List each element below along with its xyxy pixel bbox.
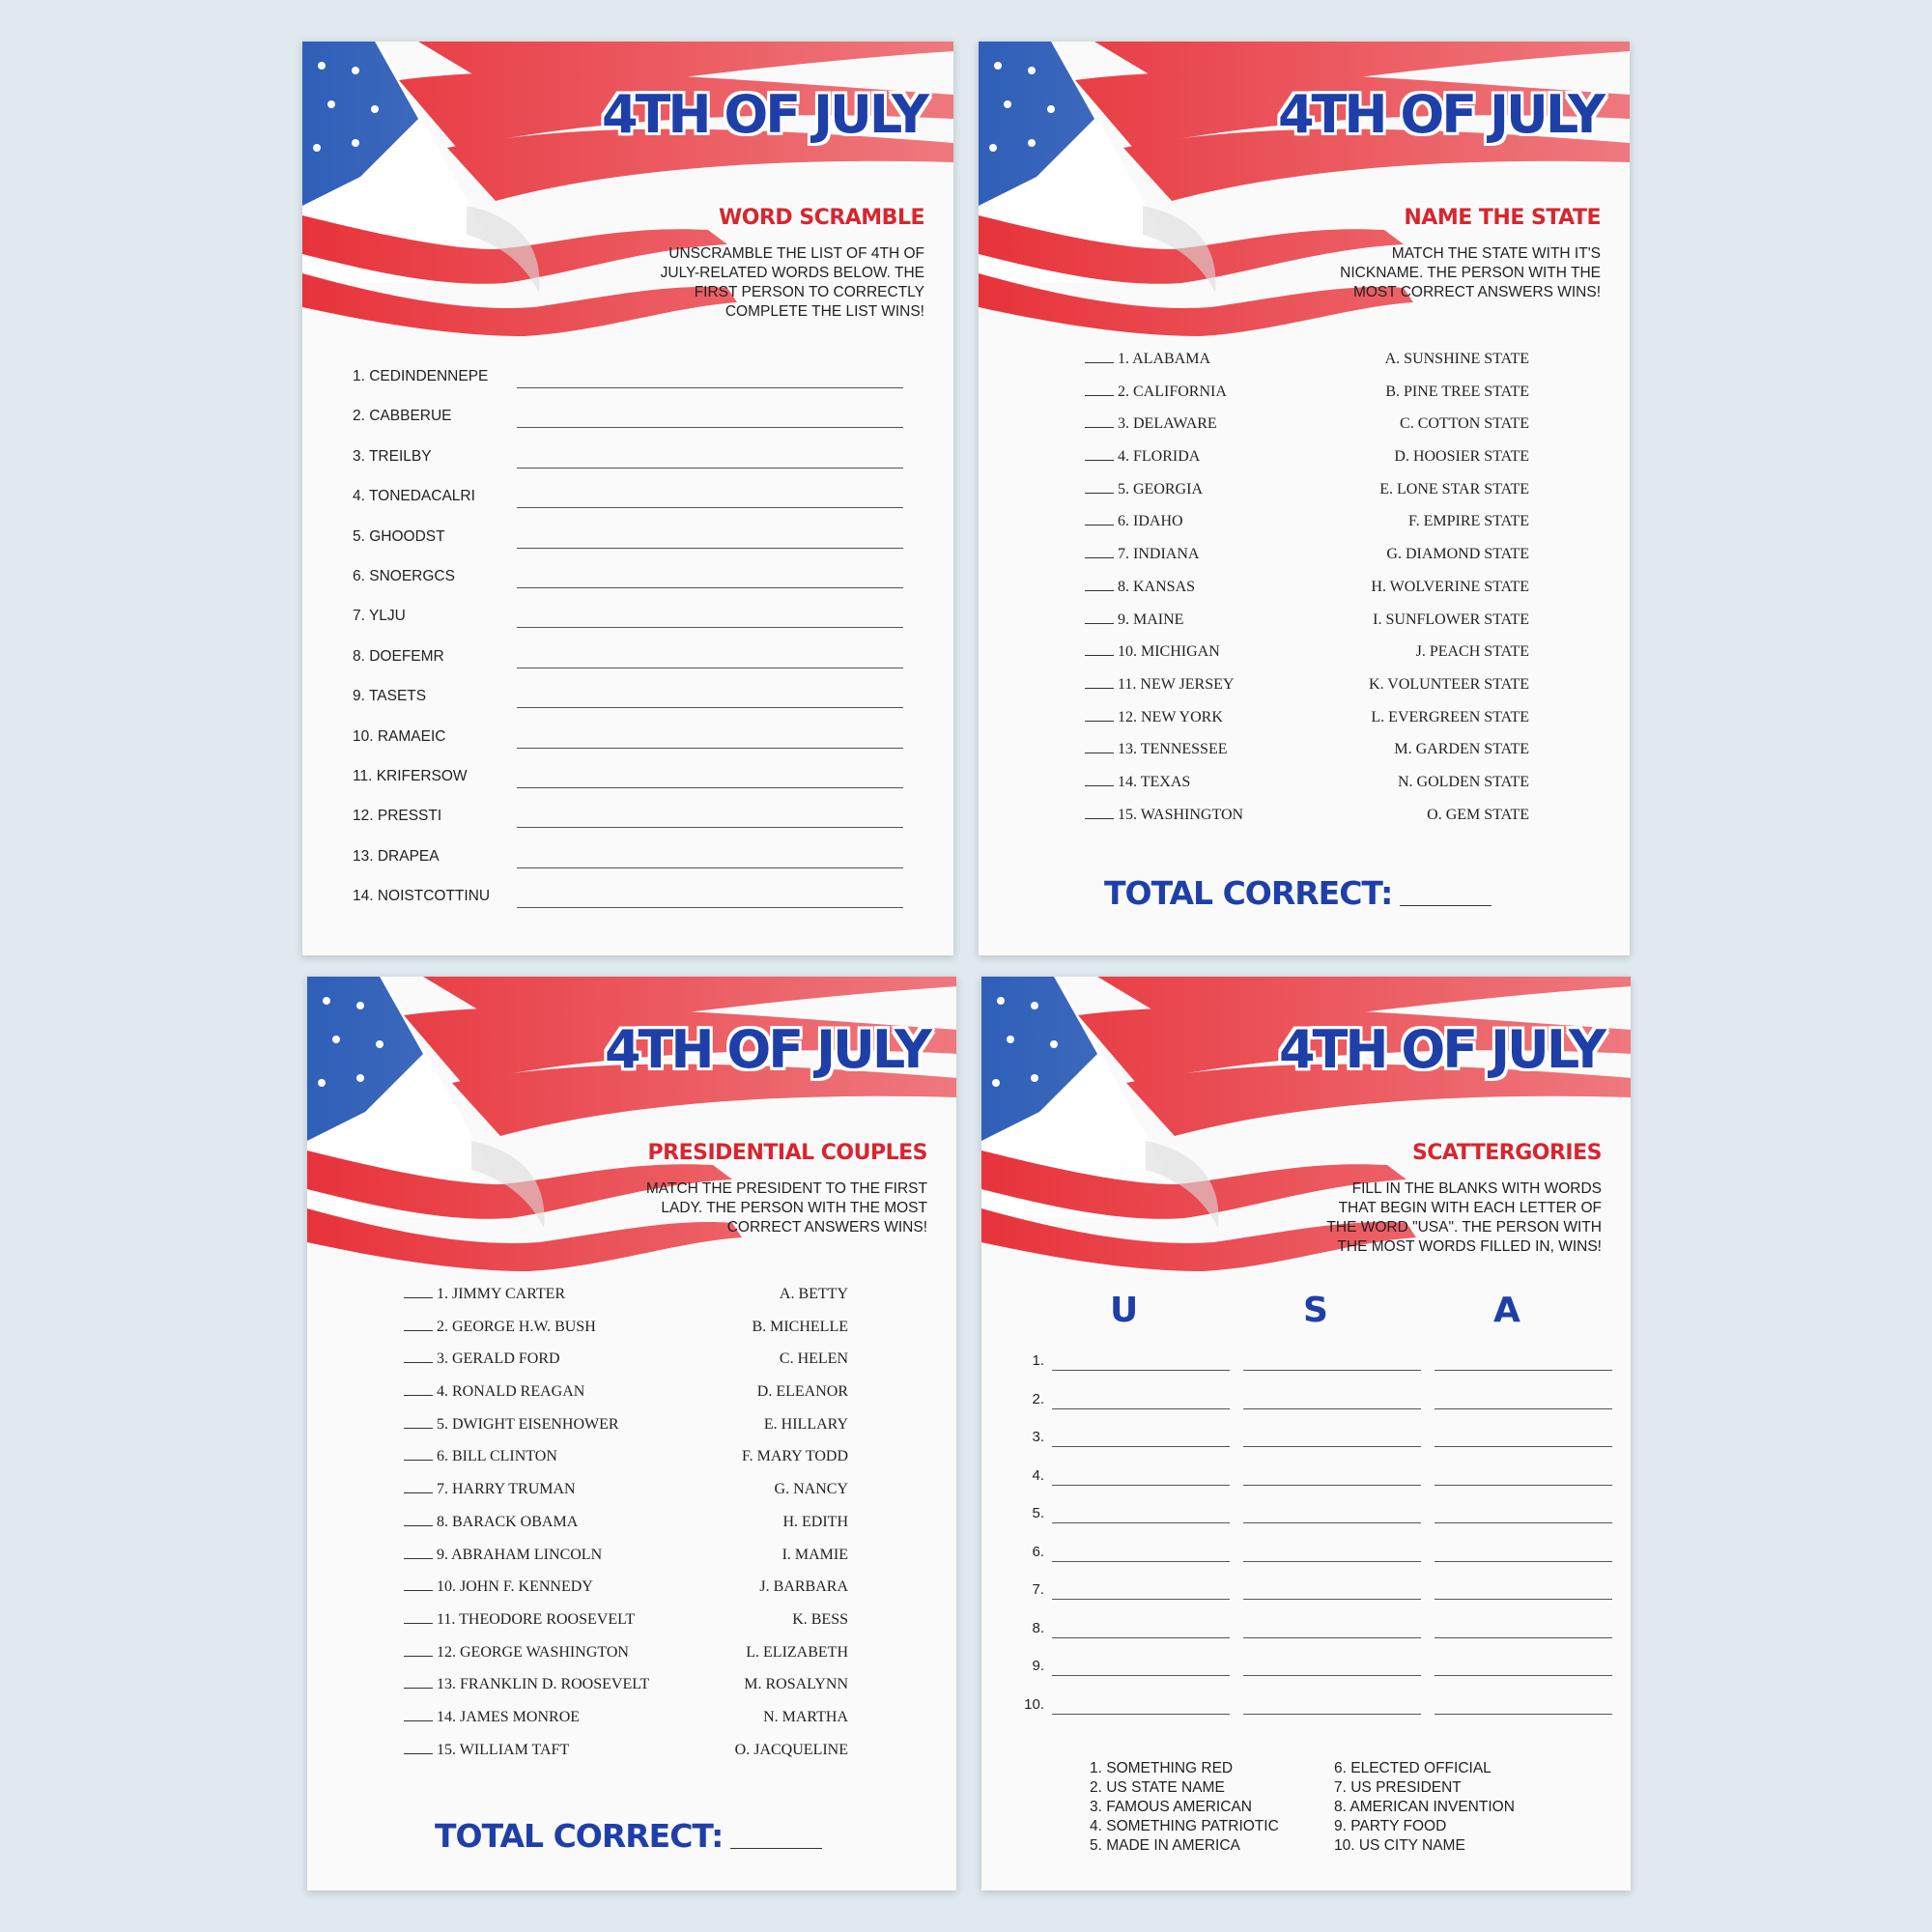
match-left: [404, 1709, 580, 1726]
match-option: B. MICHELLE: [752, 1318, 848, 1335]
scramble-row: [353, 484, 903, 524]
answer-blank[interactable]: [1085, 623, 1114, 624]
match-row: [404, 1448, 848, 1481]
answer-blank[interactable]: [1085, 362, 1114, 363]
match-row: [404, 1611, 848, 1644]
match-option: D. HOOSIER STATE: [1394, 448, 1529, 466]
row-number: 10.: [1024, 1695, 1044, 1713]
usa-grid: [1015, 1349, 1614, 1730]
category-item: 10. US CITY NAME: [1334, 1837, 1465, 1854]
scrambled-word: 6. SNOERGCS: [353, 567, 455, 584]
answer-blank[interactable]: [1085, 818, 1114, 819]
scramble-row: [353, 404, 903, 443]
usa-row: [1015, 1654, 1614, 1692]
row-number: 7.: [1032, 1581, 1044, 1598]
answer-line-u[interactable]: [1052, 1370, 1230, 1371]
match-left: [1085, 774, 1190, 791]
match-left: [404, 1644, 629, 1662]
match-option: L. ELIZABETH: [746, 1643, 848, 1661]
answer-line-a[interactable]: [1435, 1637, 1612, 1638]
match-left: [404, 1481, 576, 1498]
answer-blank[interactable]: [404, 1525, 433, 1526]
match-left-text: 15. WILLIAM TAFT: [437, 1741, 570, 1758]
match-left-text: 14. TEXAS: [1118, 773, 1191, 790]
scrambled-word: 8. DOEFEMR: [353, 647, 444, 665]
match-row: [1085, 611, 1529, 644]
scrambled-word: 13. DRAPEA: [353, 847, 440, 865]
match-row: [404, 1319, 848, 1351]
match-left: [404, 1319, 596, 1336]
scramble-row: [353, 764, 903, 804]
match-option: A. SUNSHINE STATE: [1384, 351, 1529, 367]
match-list: [1085, 351, 1529, 838]
answer-blank[interactable]: [1085, 427, 1114, 428]
row-number: 9.: [1032, 1658, 1044, 1674]
answer-blank[interactable]: [404, 1656, 433, 1657]
row-number: 1.: [1032, 1352, 1044, 1369]
match-row: [404, 1481, 848, 1514]
match-row: [404, 1676, 848, 1709]
answer-blank[interactable]: [404, 1623, 433, 1624]
match-row: [1085, 643, 1529, 676]
category-item: 5. MADE IN AMERICA: [1090, 1837, 1240, 1854]
answer-line-a[interactable]: [1435, 1446, 1612, 1447]
category-item: 2. US STATE NAME: [1090, 1779, 1225, 1796]
answer-blank[interactable]: [1085, 590, 1114, 591]
match-left-text: 5. DWIGHT EISENHOWER: [437, 1415, 619, 1433]
match-left: [404, 1676, 649, 1693]
answer-line-u[interactable]: [1052, 1637, 1230, 1638]
total-correct-label: TOTAL CORRECT:: [1104, 874, 1393, 912]
match-option: F. MARY TODD: [741, 1448, 848, 1465]
match-left: [1085, 807, 1243, 824]
match-left-text: 9. ABRAHAM LINCOLN: [437, 1546, 603, 1563]
answer-line[interactable]: [517, 867, 903, 868]
match-row: [1085, 481, 1529, 514]
match-row: [1085, 415, 1529, 448]
match-left: [1085, 741, 1227, 758]
answer-line[interactable]: [517, 468, 903, 469]
match-left: [404, 1416, 619, 1434]
instructions: FILL IN THE BLANKS WITH WORDS THAT BEGIN WITH EACH LETTER OF THE WORD "USA". THE PERSON WITH THE MOST WORDS FILLED IN, WINS!: [1326, 1180, 1602, 1255]
match-option: L. EVERGREEN STATE: [1371, 708, 1529, 725]
answer-line-a[interactable]: [1435, 1714, 1612, 1715]
match-option: F. EMPIRE STATE: [1407, 513, 1529, 530]
row-number: 4.: [1032, 1466, 1044, 1484]
answer-line-u[interactable]: [1052, 1599, 1230, 1600]
answer-line[interactable]: [517, 627, 903, 628]
answer-line-s[interactable]: [1243, 1599, 1421, 1600]
match-left: [1085, 709, 1223, 726]
scramble-row: [353, 684, 903, 724]
instructions: UNSCRAMBLE THE LIST OF 4TH OF JULY-RELATED WORDS BELOW. THE FIRST PERSON TO CORRECTLY COMPLETE THE LIST WINS!: [660, 245, 924, 320]
banner-title: 4TH OF JULY: [1278, 1019, 1604, 1080]
answer-blank[interactable]: [404, 1720, 433, 1721]
answer-line[interactable]: [517, 387, 903, 388]
scramble-row: [353, 444, 903, 484]
match-option: J. BARBARA: [759, 1578, 848, 1596]
answer-line-a[interactable]: [1435, 1599, 1612, 1600]
answer-line-a[interactable]: [1435, 1675, 1612, 1676]
answer-blank[interactable]: [1085, 557, 1114, 558]
match-left-text: 11. THEODORE ROOSEVELT: [437, 1610, 636, 1628]
match-left-text: 10. MICHIGAN: [1118, 643, 1220, 661]
category-item: 9. PARTY FOOD: [1334, 1818, 1447, 1834]
answer-line-s[interactable]: [1243, 1714, 1421, 1715]
match-row: [1085, 807, 1529, 839]
name-the-state-card: [979, 42, 1630, 955]
category-item: 3. FAMOUS AMERICAN: [1090, 1799, 1252, 1815]
match-left-text: 11. NEW JERSEY: [1118, 675, 1235, 693]
match-left-text: 2. GEORGE H.W. BUSH: [437, 1318, 596, 1335]
answer-line[interactable]: [517, 907, 903, 908]
answer-blank[interactable]: [404, 1753, 433, 1754]
match-left: [1085, 643, 1220, 661]
answer-line-s[interactable]: [1243, 1637, 1421, 1638]
match-option: G. NANCY: [774, 1481, 848, 1498]
answer-line-s[interactable]: [1243, 1370, 1421, 1371]
banner-title: 4TH OF JULY: [1277, 84, 1603, 145]
scramble-row: [353, 724, 903, 764]
row-number: 6.: [1032, 1543, 1044, 1560]
match-option: M. ROSALYNN: [744, 1676, 848, 1693]
answer-blank[interactable]: [1085, 460, 1114, 461]
match-left-text: 8. BARACK OBAMA: [437, 1513, 579, 1530]
match-left: [1085, 384, 1227, 401]
match-option: G. DIAMOND STATE: [1386, 546, 1529, 563]
scramble-row: [353, 884, 903, 923]
match-option: O. GEM STATE: [1427, 806, 1529, 823]
answer-line-a[interactable]: [1435, 1522, 1612, 1523]
usa-row: [1015, 1425, 1614, 1463]
match-row: [404, 1644, 848, 1677]
match-row: [404, 1514, 848, 1547]
answer-line-s[interactable]: [1243, 1561, 1421, 1562]
game-title: PRESIDENTIAL COUPLES: [647, 1141, 927, 1165]
answer-line-s[interactable]: [1243, 1446, 1421, 1447]
match-left-text: 15. WASHINGTON: [1118, 806, 1244, 823]
match-option: C. COTTON STATE: [1400, 415, 1529, 433]
match-left: [404, 1742, 569, 1759]
scrambled-word: 7. YLJU: [353, 608, 406, 625]
letter-a: A: [1493, 1291, 1520, 1330]
answer-blank[interactable]: [1085, 395, 1114, 396]
answer-line-a[interactable]: [1435, 1370, 1612, 1371]
answer-blank[interactable]: [404, 1362, 433, 1363]
match-option: D. ELEANOR: [756, 1383, 848, 1401]
answer-line-u[interactable]: [1052, 1446, 1230, 1447]
match-option: I. MAMIE: [781, 1546, 848, 1563]
total-correct: [435, 1817, 822, 1855]
match-left: [1085, 448, 1200, 466]
answer-line-u[interactable]: [1052, 1714, 1230, 1715]
row-number: 2.: [1032, 1390, 1044, 1407]
scramble-row: [353, 844, 903, 884]
answer-line[interactable]: [517, 427, 903, 428]
match-left-text: 8. KANSAS: [1118, 578, 1196, 595]
scrambled-word: 11. KRIFERSOW: [353, 767, 468, 784]
match-option: M. GARDEN STATE: [1394, 741, 1529, 758]
match-row: [1085, 546, 1529, 579]
answer-blank[interactable]: [404, 1428, 433, 1429]
letter-s: S: [1303, 1291, 1328, 1330]
match-option: E. LONE STAR STATE: [1379, 480, 1529, 497]
usa-row: [1015, 1577, 1614, 1616]
usa-row: [1015, 1349, 1614, 1387]
scramble-row: [353, 604, 903, 643]
match-option: N. GOLDEN STATE: [1397, 773, 1529, 790]
match-option: C. HELEN: [779, 1350, 848, 1368]
row-number: 8.: [1032, 1619, 1044, 1636]
scramble-row: [353, 804, 903, 843]
instructions: MATCH THE STATE WITH IT'S NICKNAME. THE PERSON WITH THE MOST CORRECT ANSWERS WINS!: [1340, 245, 1601, 300]
game-title: SCATTERGORIES: [1411, 1141, 1602, 1165]
match-option: H. EDITH: [782, 1513, 848, 1530]
answer-line-a[interactable]: [1435, 1561, 1612, 1562]
usa-row: [1015, 1540, 1614, 1578]
match-option: K. BESS: [792, 1610, 848, 1628]
match-left-text: 10. JOHN F. KENNEDY: [437, 1578, 593, 1596]
scrambled-word: 10. RAMAEIC: [353, 727, 446, 745]
total-correct: [1104, 874, 1492, 912]
answer-line[interactable]: [517, 707, 903, 708]
answer-line-a[interactable]: [1435, 1485, 1612, 1486]
match-left-text: 4. RONALD REAGAN: [437, 1383, 585, 1401]
match-left-text: 1. ALABAMA: [1118, 351, 1211, 367]
answer-line-s[interactable]: [1243, 1522, 1421, 1523]
answer-blank[interactable]: [404, 1330, 433, 1331]
presidential-couples-card: [307, 977, 956, 1890]
answer-blank[interactable]: [1085, 525, 1114, 526]
answer-blank[interactable]: [1085, 721, 1114, 722]
scramble-row: [353, 364, 903, 404]
match-row: [404, 1742, 848, 1775]
match-row: [404, 1286, 848, 1319]
answer-line[interactable]: [517, 507, 903, 508]
total-blank[interactable]: [730, 1848, 822, 1849]
match-left-text: 4. FLORIDA: [1118, 448, 1201, 466]
instructions: MATCH THE PRESIDENT TO THE FIRST LADY. THE PERSON WITH THE MOST CORRECT ANSWERS WINS!: [645, 1180, 927, 1236]
usa-letters: [981, 1291, 1631, 1329]
game-title: NAME THE STATE: [1404, 206, 1601, 230]
answer-line-u[interactable]: [1052, 1522, 1230, 1523]
match-left-text: 14. JAMES MONROE: [437, 1708, 581, 1725]
answer-blank[interactable]: [404, 1688, 433, 1689]
match-row: [404, 1383, 848, 1416]
total-correct-label: TOTAL CORRECT:: [435, 1817, 724, 1855]
match-left: [1085, 481, 1203, 498]
match-left-text: 1. JIMMY CARTER: [437, 1286, 566, 1302]
scrambled-word: 5. GHOODST: [353, 527, 445, 545]
match-option: J. PEACH STATE: [1415, 643, 1529, 661]
usa-row: [1015, 1501, 1614, 1540]
match-row: [1085, 741, 1529, 774]
scramble-list: [353, 364, 903, 923]
match-left-text: 3. GERALD FORD: [437, 1350, 560, 1368]
match-left-text: 5. GEORGIA: [1118, 480, 1203, 497]
answer-line-s[interactable]: [1243, 1675, 1421, 1676]
match-left-text: 7. HARRY TRUMAN: [437, 1481, 576, 1498]
match-option: B. PINE TREE STATE: [1385, 383, 1529, 400]
usa-row: [1015, 1463, 1614, 1502]
total-blank[interactable]: [1400, 905, 1492, 906]
category-item: 1. SOMETHING RED: [1090, 1760, 1234, 1776]
answer-blank[interactable]: [404, 1558, 433, 1559]
match-left-text: 7. INDIANA: [1118, 546, 1200, 563]
game-title: WORD SCRAMBLE: [719, 206, 924, 230]
match-option: E. HILLARY: [763, 1415, 848, 1433]
match-left: [1085, 546, 1199, 563]
scattergories-card: [981, 977, 1631, 1890]
answer-blank[interactable]: [1085, 785, 1114, 786]
match-row: [1085, 774, 1529, 807]
match-left: [404, 1448, 557, 1465]
match-left-text: 13. FRANKLIN D. ROOSEVELT: [437, 1676, 650, 1693]
match-left: [404, 1547, 602, 1564]
match-left: [1085, 676, 1234, 694]
match-left-text: 12. NEW YORK: [1118, 708, 1223, 725]
match-left: [404, 1578, 593, 1596]
answer-line[interactable]: [517, 787, 903, 788]
answer-line[interactable]: [517, 587, 903, 588]
match-option: K. VOLUNTEER STATE: [1369, 675, 1529, 693]
match-left: [1085, 513, 1183, 530]
match-option: I. SUNFLOWER STATE: [1373, 611, 1529, 628]
match-left: [1085, 611, 1183, 629]
answer-line[interactable]: [517, 548, 903, 549]
match-left-text: 2. CALIFORNIA: [1118, 383, 1227, 400]
scrambled-word: 4. TONEDACALRI: [353, 488, 475, 505]
answer-line-u[interactable]: [1052, 1485, 1230, 1486]
answer-line-u[interactable]: [1052, 1675, 1230, 1676]
scrambled-word: 12. PRESSTI: [353, 808, 442, 825]
answer-blank[interactable]: [404, 1590, 433, 1591]
usa-row: [1015, 1387, 1614, 1426]
answer-line-s[interactable]: [1243, 1485, 1421, 1486]
scramble-row: [353, 525, 903, 564]
letter-u: U: [1110, 1291, 1139, 1330]
match-left-text: 9. MAINE: [1118, 611, 1184, 628]
match-left: [1085, 351, 1210, 368]
match-left-text: 6. IDAHO: [1118, 513, 1183, 530]
answer-blank[interactable]: [404, 1492, 433, 1493]
match-option: H. WOLVERINE STATE: [1371, 578, 1529, 595]
category-item: 6. ELECTED OFFICIAL: [1334, 1760, 1492, 1776]
answer-blank[interactable]: [404, 1460, 433, 1461]
answer-blank[interactable]: [1085, 493, 1114, 494]
word-scramble-card: [302, 42, 953, 955]
match-row: [1085, 448, 1529, 481]
match-option: A. BETTY: [779, 1286, 848, 1302]
scrambled-word: 14. NOISTCOTTINU: [353, 888, 491, 905]
answer-line-a[interactable]: [1435, 1408, 1612, 1409]
match-row: [1085, 384, 1529, 416]
match-row: [404, 1416, 848, 1449]
scrambled-word: 2. CABBERUE: [353, 408, 452, 425]
match-row: [404, 1709, 848, 1742]
match-row: [404, 1350, 848, 1383]
match-row: [1085, 709, 1529, 742]
answer-line-s[interactable]: [1243, 1408, 1421, 1409]
banner-title: 4TH OF JULY: [601, 84, 926, 145]
category-item: 8. AMERICAN INVENTION: [1334, 1799, 1515, 1815]
scramble-row: [353, 564, 903, 604]
scrambled-word: 9. TASETS: [353, 688, 427, 705]
match-option: O. JACQUELINE: [734, 1741, 848, 1758]
match-left: [1085, 415, 1217, 433]
match-left: [404, 1514, 578, 1531]
match-row: [1085, 676, 1529, 709]
match-row: [404, 1578, 848, 1611]
answer-line[interactable]: [517, 748, 903, 749]
answer-blank[interactable]: [1085, 655, 1114, 656]
match-row: [1085, 351, 1529, 384]
match-row: [1085, 513, 1529, 546]
categories-left: [1090, 1759, 1279, 1856]
usa-row: [1015, 1616, 1614, 1655]
match-left-text: 12. GEORGE WASHINGTON: [437, 1643, 629, 1661]
answer-line-u[interactable]: [1052, 1408, 1230, 1409]
match-option: N. MARTHA: [763, 1708, 848, 1725]
answer-line-u[interactable]: [1052, 1561, 1230, 1562]
match-list: [404, 1286, 848, 1774]
scramble-row: [353, 644, 903, 684]
match-left-text: 6. BILL CLINTON: [437, 1448, 557, 1465]
match-left: [404, 1350, 560, 1368]
row-number: 3.: [1032, 1429, 1044, 1445]
match-left: [1085, 579, 1195, 596]
scrambled-word: 1. CEDINDENNEPE: [353, 368, 489, 384]
row-number: 5.: [1032, 1505, 1044, 1521]
match-row: [404, 1547, 848, 1579]
answer-blank[interactable]: [404, 1395, 433, 1396]
categories-right: [1334, 1759, 1515, 1856]
match-left: [404, 1611, 635, 1629]
match-left: [404, 1383, 584, 1401]
category-item: 4. SOMETHING PATRIOTIC: [1090, 1818, 1279, 1834]
match-left-text: 3. DELAWARE: [1118, 415, 1217, 433]
usa-row: [1015, 1692, 1614, 1731]
banner-title: 4TH OF JULY: [604, 1019, 929, 1080]
scrambled-word: 3. TREILBY: [353, 447, 432, 465]
match-left-text: 13. TENNESSEE: [1118, 741, 1228, 758]
answer-blank[interactable]: [1085, 688, 1114, 689]
answer-blank[interactable]: [404, 1297, 433, 1298]
match-left: [404, 1286, 565, 1303]
match-row: [1085, 579, 1529, 611]
answer-line[interactable]: [517, 827, 903, 828]
category-item: 7. US PRESIDENT: [1334, 1779, 1462, 1796]
